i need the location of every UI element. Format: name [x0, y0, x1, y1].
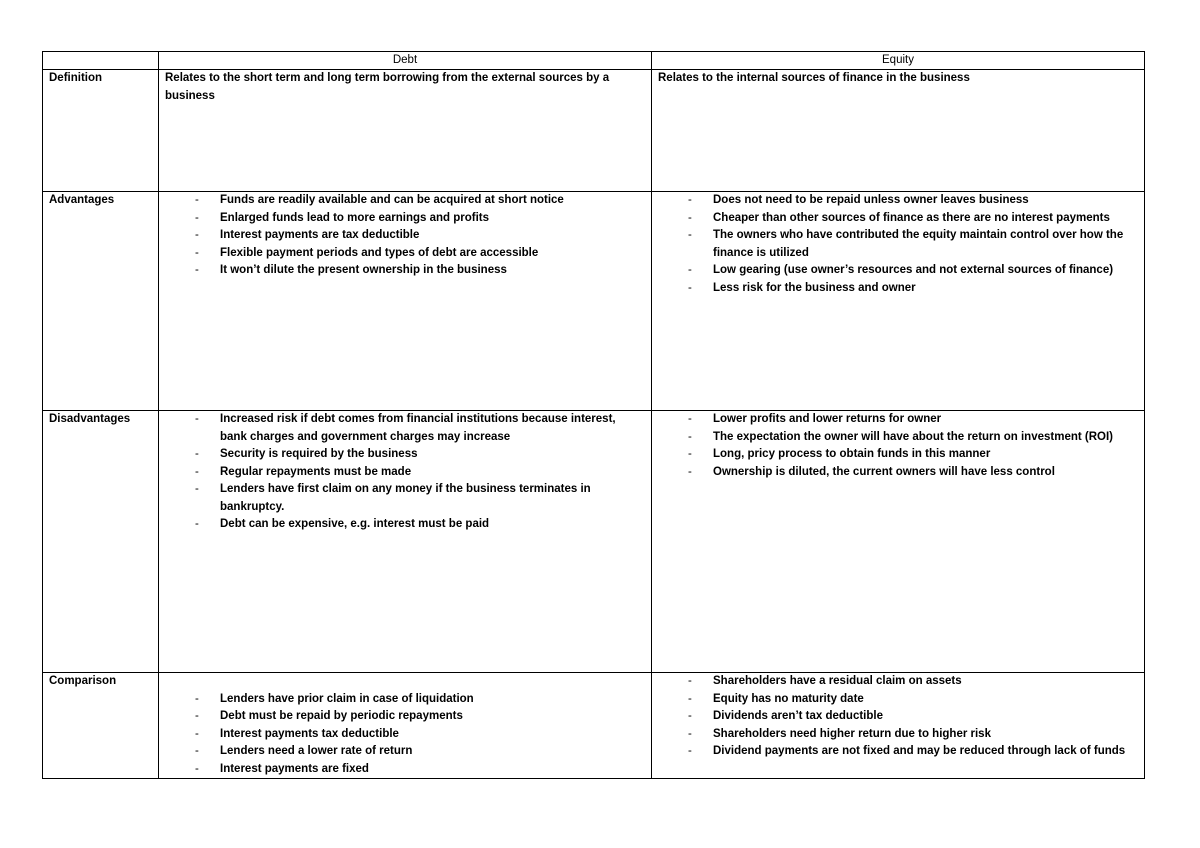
comparison-table — [42, 51, 1145, 779]
header-debt: Debt — [159, 52, 652, 70]
blank-line — [165, 673, 645, 691]
row-label-comparison: Comparison — [43, 673, 159, 779]
list-item: - Shareholders have a residual claim on assets — [658, 673, 1138, 691]
list-item: - Equity has no maturity date — [658, 691, 1138, 709]
equity-advantages-list — [658, 192, 1138, 297]
debt-definition-text: Relates to the short term and long term borrowing from the external sources by a business — [165, 72, 610, 102]
list-item: - Flexible payment periods and types of debt are accessible — [165, 245, 645, 263]
list-item: - Interest payments are tax deductible — [165, 227, 645, 245]
list-item: - Less risk for the business and owner — [658, 280, 1138, 298]
advantages-row — [43, 192, 1145, 411]
equity-disadvantages-cell — [652, 411, 1145, 673]
list-item: - Lower profits and lower returns for owner — [658, 411, 1138, 429]
list-item: - Funds are readily available and can be acquired at short notice — [165, 192, 645, 210]
debt-advantages-cell — [159, 192, 652, 411]
list-item: - Interest payments are fixed — [165, 761, 645, 779]
equity-comparison-cell — [652, 673, 1145, 779]
list-item: - Cheaper than other sources of finance as there are no interest payments — [658, 210, 1138, 228]
list-item: - Lenders have first claim on any money if the business terminates in bankruptcy. — [165, 481, 645, 516]
header-equity: Equity — [652, 52, 1145, 70]
equity-definition-text: Relates to the internal sources of finance in the business — [658, 72, 970, 84]
header-blank-cell — [43, 52, 159, 70]
row-label-disadvantages: Disadvantages — [43, 411, 159, 673]
debt-disadvantages-list — [165, 411, 645, 534]
definition-row — [43, 70, 1145, 192]
list-item: - Low gearing (use owner’s resources and not external sources of finance) — [658, 262, 1138, 280]
list-item: - Increased risk if debt comes from financial institutions because interest, bank charges and government charges may increase — [165, 411, 645, 446]
list-item: - Dividend payments are not fixed and may be reduced through lack of funds — [658, 743, 1138, 761]
list-item: - Debt can be expensive, e.g. interest must be paid — [165, 516, 645, 534]
debt-comparison-cell — [159, 673, 652, 779]
list-item: - It won’t dilute the present ownership in the business — [165, 262, 645, 280]
list-item: - Long, pricy process to obtain funds in this manner — [658, 446, 1138, 464]
list-item: - Ownership is diluted, the current owners will have less control — [658, 464, 1138, 482]
list-item: - Dividends aren’t tax deductible — [658, 708, 1138, 726]
list-item: - Security is required by the business — [165, 446, 645, 464]
debt-definition-cell — [159, 70, 652, 192]
list-item: - Does not need to be repaid unless owner leaves business — [658, 192, 1138, 210]
equity-disadvantages-list — [658, 411, 1138, 481]
list-item: - Interest payments tax deductible — [165, 726, 645, 744]
equity-definition-cell — [652, 70, 1145, 192]
row-label-definition: Definition — [43, 70, 159, 192]
list-item: - Shareholders need higher return due to higher risk — [658, 726, 1138, 744]
equity-comparison-list — [658, 673, 1138, 761]
debt-disadvantages-cell — [159, 411, 652, 673]
list-item: - Regular repayments must be made — [165, 464, 645, 482]
debt-advantages-list — [165, 192, 645, 280]
list-item: - Lenders need a lower rate of return — [165, 743, 645, 761]
row-label-advantages: Advantages — [43, 192, 159, 411]
comparison-row — [43, 673, 1145, 779]
list-item: - The owners who have contributed the equity maintain control over how the finance is utilized — [658, 227, 1138, 262]
disadvantages-row — [43, 411, 1145, 673]
equity-advantages-cell — [652, 192, 1145, 411]
list-item: - Debt must be repaid by periodic repayments — [165, 708, 645, 726]
list-item: - The expectation the owner will have about the return on investment (ROI) — [658, 429, 1138, 447]
list-item: - Lenders have prior claim in case of liquidation — [165, 691, 645, 709]
header-row — [43, 52, 1145, 70]
debt-comparison-list — [165, 691, 645, 779]
list-item: - Enlarged funds lead to more earnings and profits — [165, 210, 645, 228]
